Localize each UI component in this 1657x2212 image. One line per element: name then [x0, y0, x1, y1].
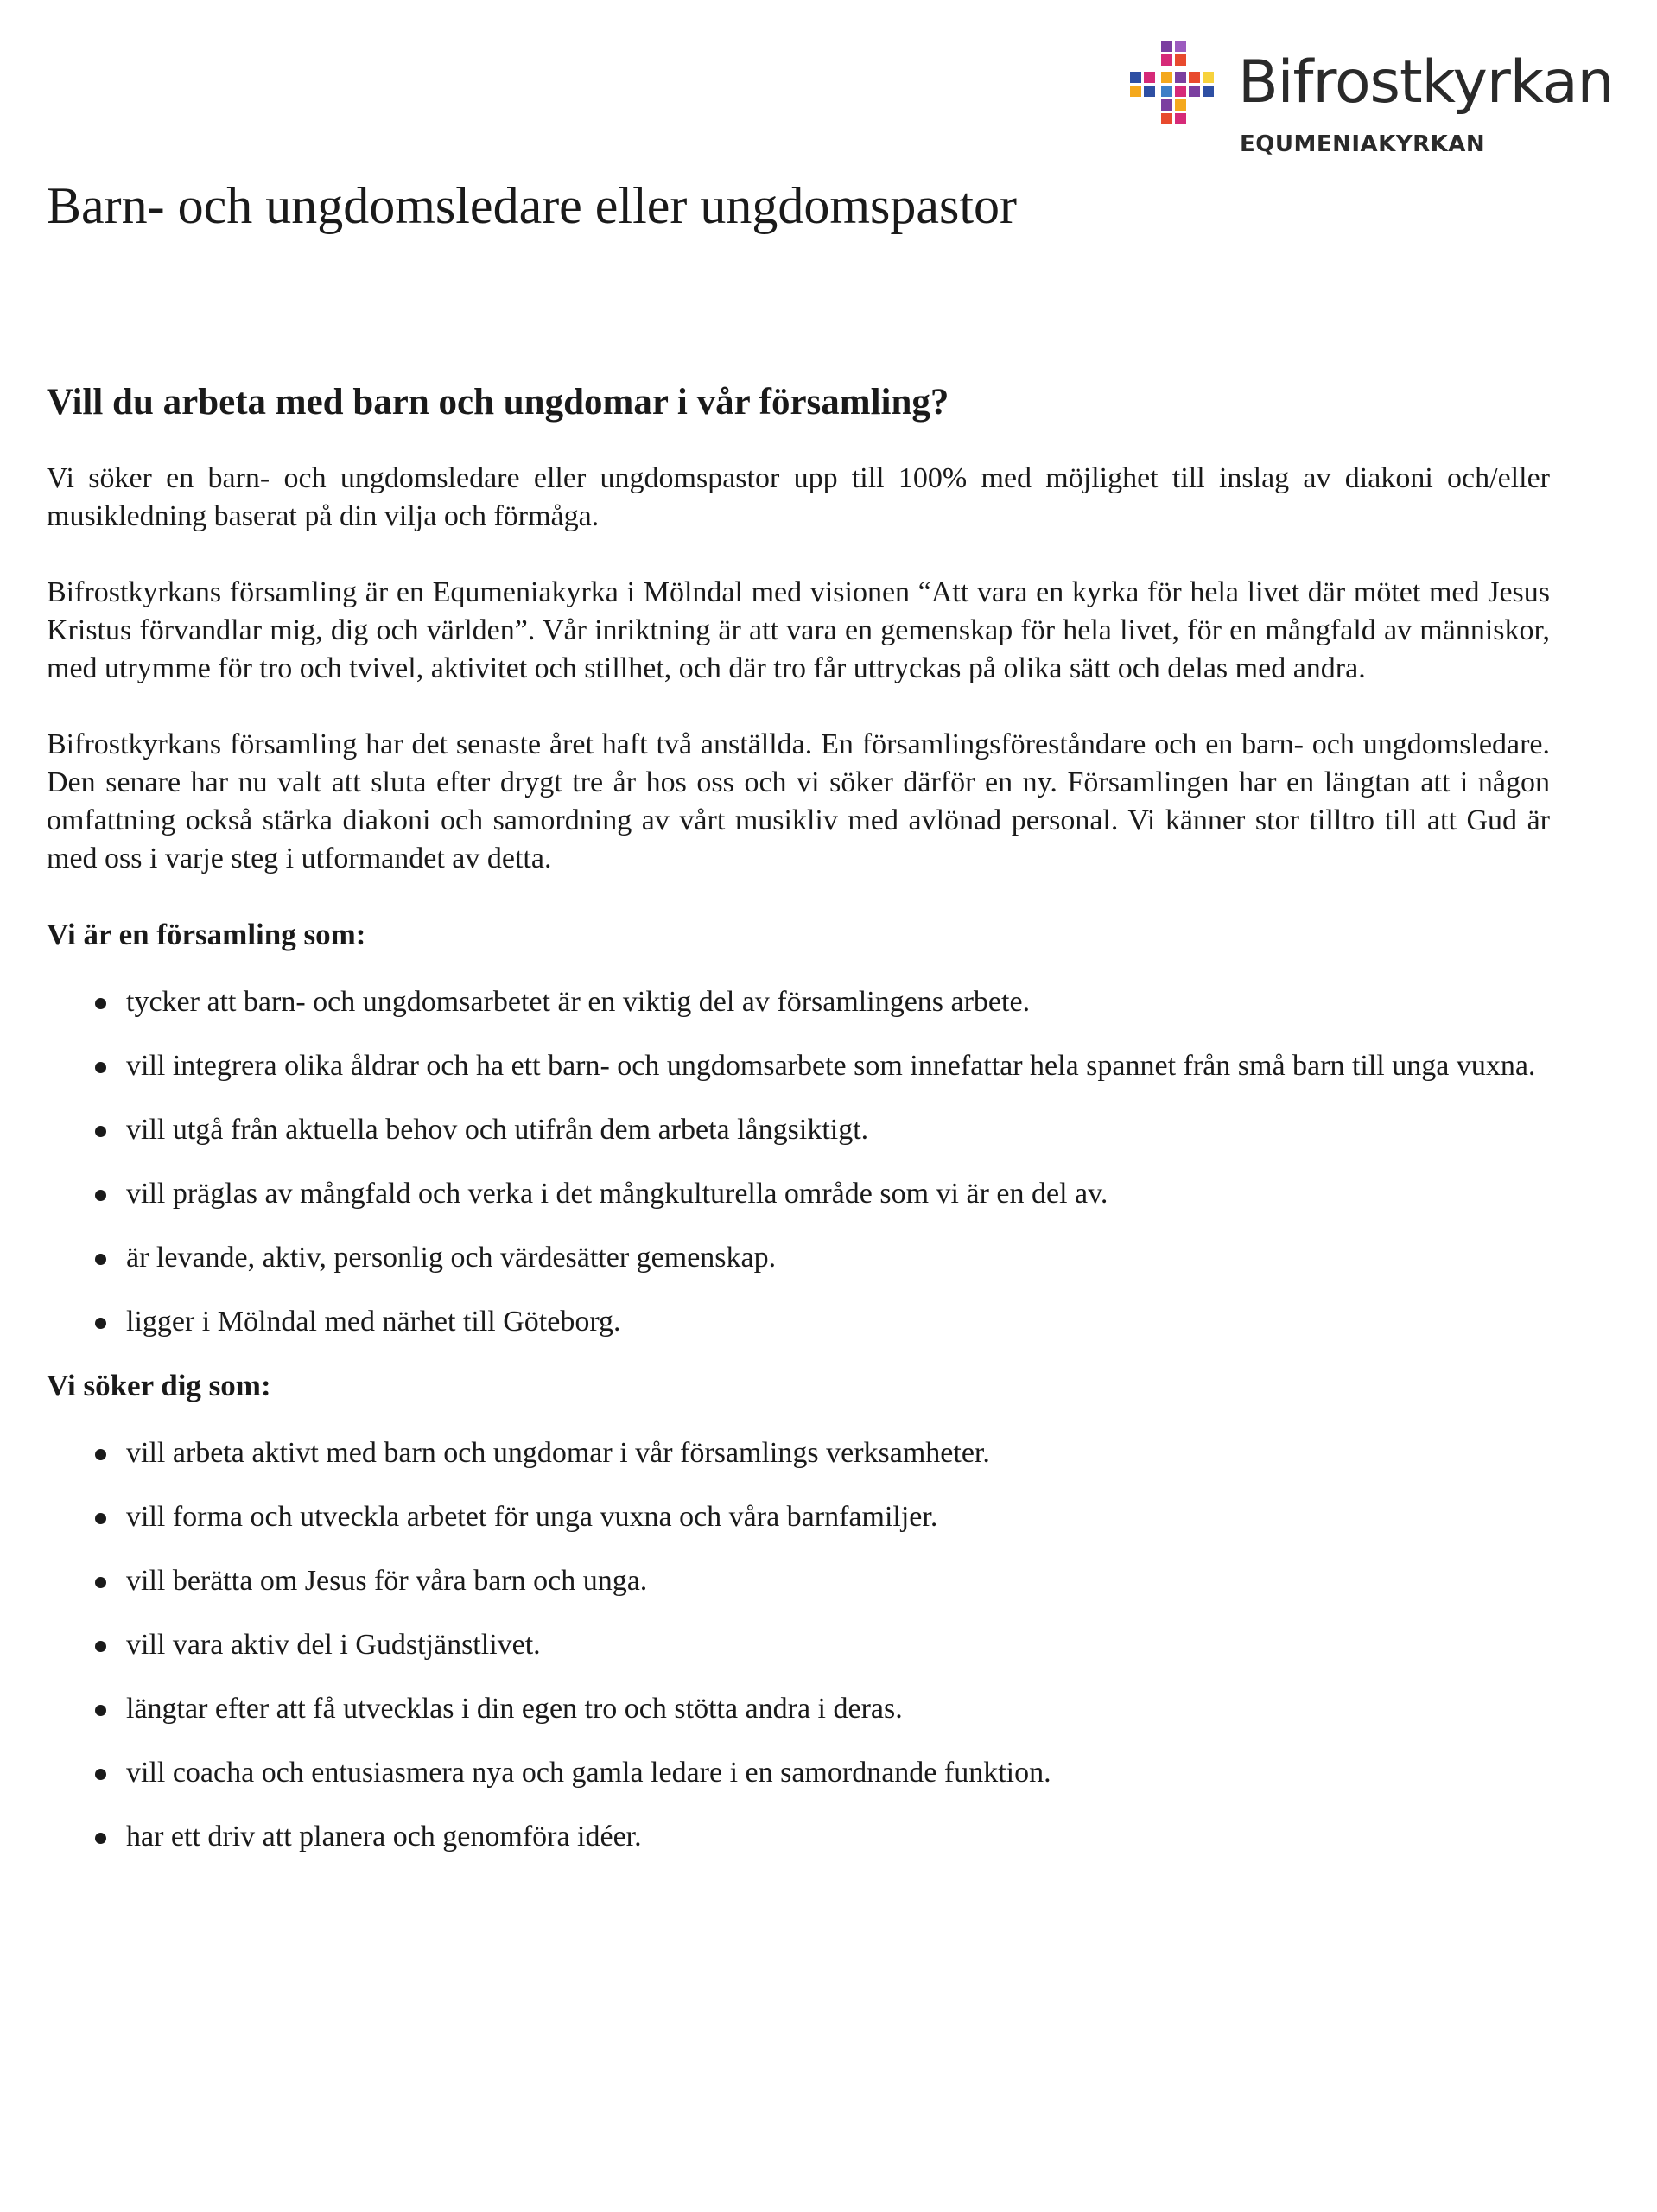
background-paragraph: Bifrostkyrkans församling har det senaste året haft två anställda. En församlingsföreståndare och en barn- och ungdomsledare. Den senare har nu valt att sluta efter drygt tre år hos oss och vi söker därför en ny. Församlingen har en längtan att i någon omfattning också stärka diakoni och samordning av vårt musikliv med avlönad personal. Vi känner stor tilltro till att Gud är med oss i varje steg i utformandet av detta.: [47, 728, 1550, 874]
list-item: längtar efter att få utvecklas i din egen tro och stötta andra i deras.: [47, 1690, 1550, 1728]
page-title: Barn- och ungdomsledare eller ungdomspastor: [47, 177, 1018, 234]
section-heading-candidate: Vi söker dig som:: [47, 1369, 271, 1402]
section-heading-congregation: Vi är en församling som:: [47, 918, 366, 951]
list-item: vill arbeta aktivt med barn och ungdomar i vår församlings verksamheter.: [47, 1434, 1550, 1472]
list-item: är levande, aktiv, personlig och värdesätter gemenskap.: [47, 1239, 1550, 1277]
vision-paragraph: Bifrostkyrkans församling är en Equmeniakyrka i Mölndal med visionen “Att vara en kyrka för hela livet där mötet med Jesus Kristus förvandlar mig, dig och världen”. Vår inriktning är att vara en gemenskap för hela livet, för en mångfald av människor, med utrymme för tro och tvivel, aktivitet och stillhet, och där tro får uttryckas på olika sätt och delas med andra.: [47, 576, 1550, 684]
candidate-list: [47, 1434, 1550, 1856]
list-item: ligger i Mölndal med närhet till Göteborg.: [47, 1303, 1550, 1341]
list-item: vill coacha och entusiasmera nya och gamla ledare i en samordnande funktion.: [47, 1754, 1550, 1792]
list-item: vill utgå från aktuella behov och utifrån dem arbeta långsiktigt.: [47, 1111, 1550, 1149]
list-item: vill integrera olika åldrar och ha ett barn- och ungdomsarbete som innefattar hela spannet från små barn till unga vuxna.: [47, 1047, 1550, 1085]
list-item: har ett driv att planera och genomföra idéer.: [47, 1818, 1550, 1856]
list-item: vill berätta om Jesus för våra barn och unga.: [47, 1562, 1550, 1600]
logo-wordmark: Bifrostkyrkan: [1238, 48, 1614, 117]
intro-paragraph: Vi söker en barn- och ungdomsledare eller ungdomspastor upp till 100% med möjlighet till inslag av diakoni och/eller musikledning baserat på din vilja och förmåga.: [47, 462, 1550, 532]
cross-logo-icon: [1127, 38, 1224, 135]
list-item: vill vara aktiv del i Gudstjänstlivet.: [47, 1626, 1550, 1664]
document-body: [47, 380, 1550, 1882]
logo: [1127, 38, 1646, 168]
main-heading: Vill du arbeta med barn och ungdomar i vår församling?: [47, 382, 949, 423]
logo-subtitle: EQUMENIAKYRKAN: [1240, 131, 1486, 157]
list-item: vill präglas av mångfald och verka i det mångkulturella område som vi är en del av.: [47, 1175, 1550, 1213]
congregation-list: [47, 983, 1550, 1341]
list-item: vill forma och utveckla arbetet för unga vuxna och våra barnfamiljer.: [47, 1498, 1550, 1536]
list-item: tycker att barn- och ungdomsarbetet är en viktig del av församlingens arbete.: [47, 983, 1550, 1021]
